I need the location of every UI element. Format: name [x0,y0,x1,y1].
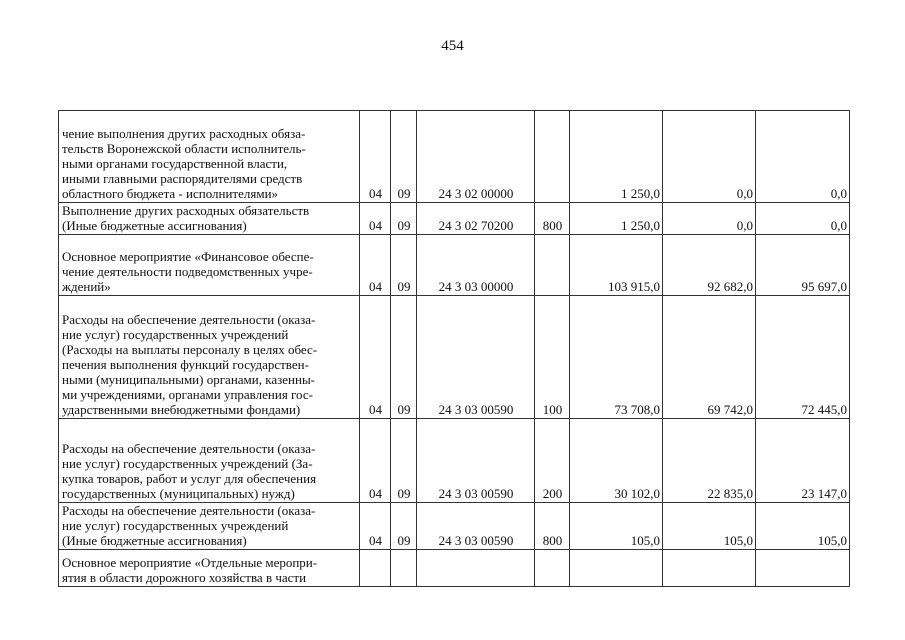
amount-year-1-cell [570,419,663,503]
row-description: чение выполнения других расходных обяза- тельств Воронежской области исполнитель- ными органами государственной власти, иными главными распорядителями средств областного бюджета - исполнителями» [62,126,306,201]
expense-type-code: 100 [542,402,563,417]
amount-year-1: 1 250,0 [621,218,660,233]
table-row [59,550,850,587]
subsection-code-cell [391,550,417,587]
row-description-cell [59,235,360,296]
expense-type-code: 800 [542,218,563,233]
expense-type-code-cell [535,419,570,503]
section-code: 04 [369,186,382,201]
expense-type-code-cell [535,235,570,296]
target-article-code: 24 3 02 70200 [438,218,514,233]
section-code-cell [360,203,391,235]
target-article-code: 24 3 03 00000 [438,279,514,294]
target-article-code-cell [417,419,535,503]
budget-table-body [59,111,850,587]
subsection-code: 09 [397,279,411,294]
expense-type-code: 200 [542,486,563,501]
amount-year-2-cell [663,203,756,235]
subsection-code: 09 [397,218,411,233]
amount-year-2-cell [663,419,756,503]
amount-year-3-cell [756,111,850,203]
target-article-code-cell [417,235,535,296]
row-description: Выполнение других расходных обязательств (Иные бюджетные ассигнования) [62,203,310,233]
target-article-code: 24 3 02 00000 [438,186,514,201]
amount-year-3: 95 697,0 [801,279,847,294]
amount-year-1-cell [570,550,663,587]
row-description: Расходы на обеспечение деятельности (оказа- ние услуг) государственных учреждений (За- купка товаров, работ и услуг для обеспечения государственных (муниципальных) нужд) [62,441,317,501]
amount-year-1: 73 708,0 [614,402,660,417]
row-description-cell [59,111,360,203]
budget-table [58,110,850,587]
amount-year-2-cell [663,111,756,203]
target-article-code-cell [417,111,535,203]
amount-year-2: 0,0 [736,186,753,201]
amount-year-2: 22 835,0 [707,486,753,501]
subsection-code-cell [391,419,417,503]
expense-type-code-cell [535,111,570,203]
section-code-cell [360,503,391,550]
row-description: Основное мероприятие «Финансовое обеспе- чение деятельности подведомственных учре- ждений» [62,249,314,294]
table-row [59,419,850,503]
subsection-code: 09 [397,186,411,201]
amount-year-2-cell [663,550,756,587]
amount-year-1-cell [570,235,663,296]
row-description: Расходы на обеспечение деятельности (оказа- ние услуг) государственных учреждений (Расходы на выплаты персоналу в целях обес- печения выполнения функций государствен- ными (муниципальными) органами, казенны- ми учреждениями, органами управления гос- ударственными внебюджетными фондами) [62,312,318,417]
subsection-code: 09 [397,533,411,548]
page-number: 454 [441,38,464,54]
amount-year-3-cell [756,235,850,296]
target-article-code-cell [417,550,535,587]
amount-year-3-cell [756,550,850,587]
amount-year-1-cell [570,503,663,550]
amount-year-1-cell [570,296,663,419]
row-description-cell [59,550,360,587]
target-article-code-cell [417,296,535,419]
amount-year-1-cell [570,111,663,203]
row-description-cell [59,203,360,235]
section-code-cell [360,550,391,587]
row-description: Основное мероприятие «Отдельные меропри- ятия в области дорожного хозяйства в части [62,555,318,585]
section-code: 04 [369,402,382,417]
table-row [59,235,850,296]
target-article-code: 24 3 03 00590 [438,533,514,548]
target-article-code-cell [417,503,535,550]
row-description: Расходы на обеспечение деятельности (оказа- ние услуг) государственных учреждений (Иные бюджетные ассигнования) [62,503,316,548]
amount-year-3: 23 147,0 [801,486,847,501]
amount-year-3: 105,0 [817,533,847,548]
row-description-cell [59,419,360,503]
expense-type-code: 800 [542,533,563,548]
expense-type-code-cell [535,503,570,550]
expense-type-code-cell [535,203,570,235]
subsection-code-cell [391,296,417,419]
section-code: 04 [369,486,382,501]
amount-year-3-cell [756,296,850,419]
table-row [59,296,850,419]
amount-year-3: 72 445,0 [801,402,847,417]
amount-year-1: 30 102,0 [614,486,660,501]
section-code-cell [360,111,391,203]
amount-year-1: 1 250,0 [621,186,660,201]
amount-year-1: 103 915,0 [608,279,660,294]
section-code-cell [360,235,391,296]
subsection-code-cell [391,235,417,296]
amount-year-3-cell [756,503,850,550]
amount-year-2-cell [663,503,756,550]
amount-year-2-cell [663,235,756,296]
amount-year-3-cell [756,419,850,503]
amount-year-3: 0,0 [830,218,847,233]
section-code-cell [360,419,391,503]
section-code: 04 [369,533,382,548]
subsection-code-cell [391,111,417,203]
target-article-code-cell [417,203,535,235]
amount-year-2: 92 682,0 [707,279,753,294]
amount-year-3-cell [756,203,850,235]
amount-year-2: 69 742,0 [707,402,753,417]
amount-year-1-cell [570,203,663,235]
subsection-code: 09 [397,402,411,417]
amount-year-2: 105,0 [723,533,753,548]
target-article-code: 24 3 03 00590 [438,402,514,417]
section-code: 04 [369,218,382,233]
amount-year-1: 105,0 [630,533,660,548]
amount-year-3: 0,0 [830,186,847,201]
table-row [59,503,850,550]
amount-year-2-cell [663,296,756,419]
section-code-cell [360,296,391,419]
subsection-code: 09 [397,486,411,501]
table-row [59,203,850,235]
amount-year-2: 0,0 [736,218,753,233]
row-description-cell [59,296,360,419]
expense-type-code-cell [535,550,570,587]
row-description-cell [59,503,360,550]
expense-type-code-cell [535,296,570,419]
subsection-code-cell [391,203,417,235]
target-article-code: 24 3 03 00590 [438,486,514,501]
section-code: 04 [369,279,382,294]
subsection-code-cell [391,503,417,550]
table-row [59,111,850,203]
